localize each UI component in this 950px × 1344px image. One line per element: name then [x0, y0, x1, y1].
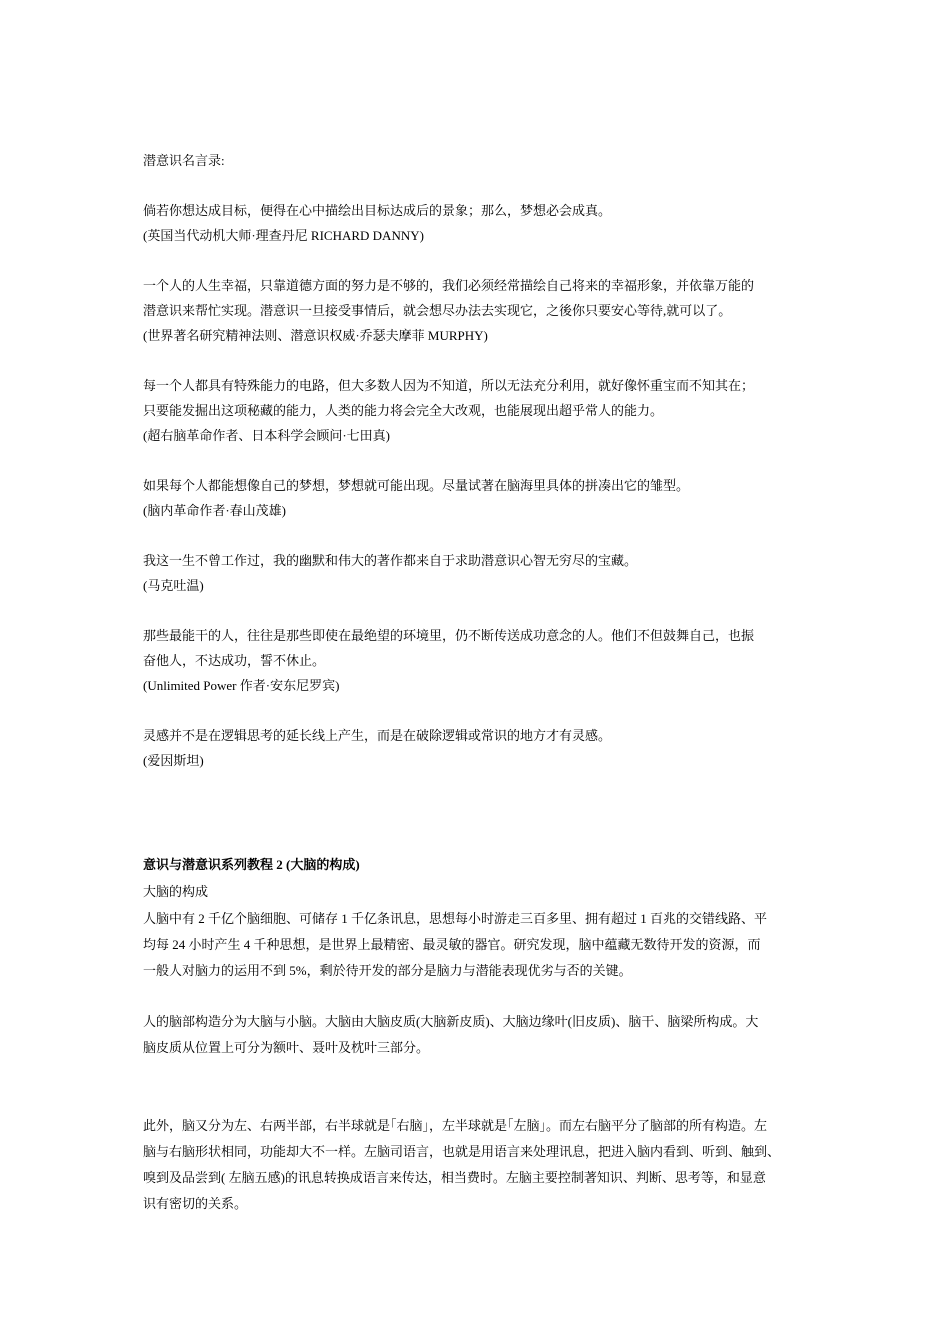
quote-author: (Unlimited Power 作者·安东尼罗宾) — [143, 678, 340, 693]
section-subheading: 大脑的构成 — [143, 884, 209, 899]
quote-block — [143, 473, 811, 523]
quote-text-line: 一个人的人生幸福，只靠道德方面的努力是不够的，我们必须经常描绘自己将来的幸福形象，并依靠万能的 — [143, 278, 755, 293]
quote-author: (马克吐温) — [143, 578, 204, 593]
paragraph-line: 脑皮质从位置上可分为额叶、聂叶及枕叶三部分。 — [143, 1040, 430, 1055]
spacer — [143, 523, 811, 548]
quote-block — [143, 623, 811, 698]
document-title: 潜意识名言录: — [143, 153, 225, 168]
spacer — [143, 248, 811, 273]
spacer — [143, 773, 811, 848]
paragraph-line: 嗅到及品尝到( 左脑五感)的讯息转换成语言来传达，相当费时。左脑主要控制著知识、判断、思考等，和显意 — [143, 1170, 766, 1185]
section-paragraph — [143, 906, 811, 984]
quote-author: (世界著名研究精神法则、潜意识权威·乔瑟夫摩菲 MURPHY) — [143, 328, 488, 343]
quote-text-line: 灵感并不是在逻辑思考的延长线上产生，而是在破除逻辑或常识的地方才有灵感。 — [143, 728, 612, 743]
paragraph-line: 均每 24 小时产生 4 千种思想，是世界上最精密、最灵敏的器官。研究发现，脑中蕴藏无数待开发的资源，而 — [143, 937, 761, 952]
quote-text-line: 每一个人都具有特殊能力的电路，但大多数人因为不知道，所以无法充分利用，就好像怀重宝而不知其在； — [143, 378, 755, 393]
spacer — [143, 1061, 811, 1113]
quote-text-line: 那些最能干的人，往往是那些即使在最绝望的环境里，仍不断传送成功意念的人。他们不但鼓舞自己，也振 — [143, 628, 755, 643]
document-page — [143, 148, 811, 1217]
paragraph-line: 识有密切的关系。 — [143, 1196, 248, 1211]
quote-author: (英国当代动机大师·理查丹尼 RICHARD DANNY) — [143, 228, 424, 243]
paragraph-line: 一般人对脑力的运用不到 5%，剩於待开发的部分是脑力与潜能表现优劣与否的关键。 — [143, 963, 632, 978]
quote-block — [143, 548, 811, 598]
quote-text-line: 奋他人，不达成功，誓不休止。 — [143, 653, 326, 668]
quote-author: (爱因斯坦) — [143, 753, 204, 768]
paragraph-line: 人脑中有 2 千亿个脑细胞、可储存 1 千亿条讯息，思想每小时游走三百多里、拥有超过 1 百兆的交错线路、平 — [143, 911, 768, 926]
spacer — [143, 448, 811, 473]
quote-block — [143, 273, 811, 348]
spacer — [143, 984, 811, 1009]
quote-text-line: 如果每个人都能想像自己的梦想，梦想就可能出现。尽量试著在脑海里具体的拼凑出它的雏型。 — [143, 478, 690, 493]
spacer — [143, 698, 811, 723]
quote-block — [143, 373, 811, 448]
quote-author: (脑内革命作者·春山茂雄) — [143, 503, 286, 518]
paragraph-line: 脑与右脑形状相同，功能却大不一样。左脑司语言，也就是用语言来处理讯息，把进入脑内看到、听到、触到、 — [143, 1144, 781, 1159]
quote-text-line: 我这一生不曾工作过，我的幽默和伟大的著作都来自于求助潜意识心智无穷尽的宝藏。 — [143, 553, 638, 568]
quote-block — [143, 723, 811, 773]
section-heading: 意识与潜意识系列教程 2 (大脑的构成) — [143, 857, 360, 872]
spacer — [143, 598, 811, 623]
quote-author: (超右脑革命作者、日本科学会顾问·七田真) — [143, 428, 390, 443]
section-paragraph — [143, 1113, 811, 1217]
spacer — [143, 348, 811, 373]
paragraph-line: 此外，脑又分为左、右两半部，右半球就是｢右脑｣，左半球就是｢左脑｣。而左右脑平分了脑部的所有构造。左 — [143, 1118, 768, 1133]
quote-text-line: 潜意识来帮忙实现。潜意识一旦接受事情后，就会想尽办法去实现它，之後你只要安心等待,就可以了。 — [143, 303, 732, 318]
quote-text-line: 倘若你想达成目标，便得在心中描绘出目标达成后的景象；那么，梦想必会成真。 — [143, 203, 612, 218]
quote-text-line: 只要能发掘出这项秘藏的能力，人类的能力将会完全大改观，也能展现出超乎常人的能力。 — [143, 403, 664, 418]
quote-block — [143, 198, 811, 248]
paragraph-line: 人的脑部构造分为大脑与小脑。大脑由大脑皮质(大脑新皮质)、大脑边缘叶(旧皮质)、脑干、脑梁所构成。大 — [143, 1014, 759, 1029]
section-paragraph — [143, 1009, 811, 1061]
spacer — [143, 173, 811, 198]
